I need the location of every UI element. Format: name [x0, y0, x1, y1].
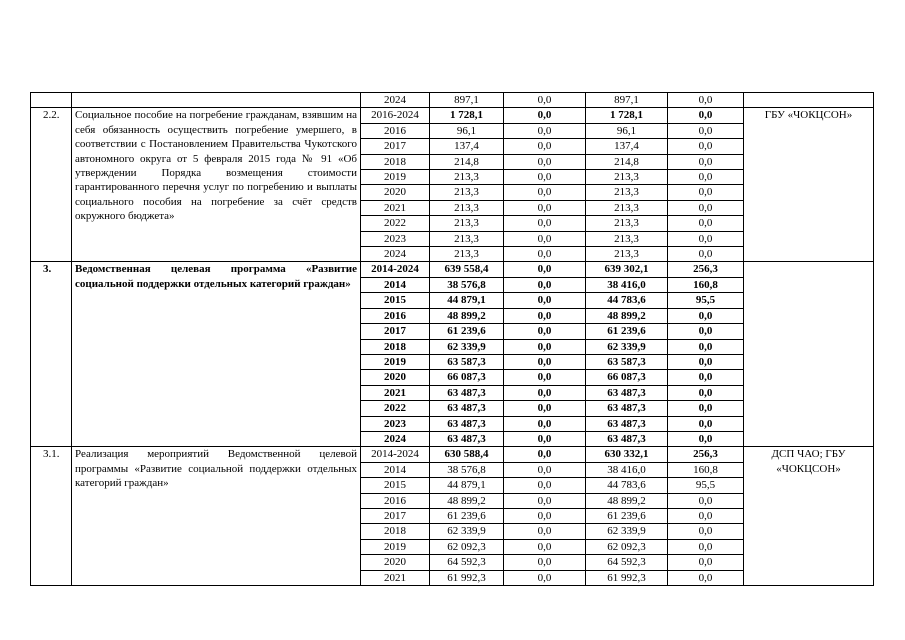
year-cell: 2015	[361, 293, 430, 308]
section-number: 2.2.	[31, 108, 72, 262]
year-cell: 2014	[361, 277, 430, 292]
value-cell: 214,8	[430, 154, 504, 169]
table-row	[31, 108, 874, 123]
value-cell: 0,0	[504, 462, 586, 477]
table-row	[31, 93, 874, 108]
value-cell: 0,0	[504, 508, 586, 523]
year-cell: 2019	[361, 539, 430, 554]
value-cell: 0,0	[668, 385, 744, 400]
year-cell: 2021	[361, 200, 430, 215]
value-cell: 0,0	[504, 385, 586, 400]
year-cell: 2017	[361, 139, 430, 154]
value-cell: 0,0	[504, 570, 586, 585]
value-cell: 64 592,3	[586, 555, 668, 570]
value-cell: 0,0	[668, 170, 744, 185]
value-cell: 639 558,4	[430, 262, 504, 277]
value-cell: 213,3	[586, 200, 668, 215]
value-cell: 0,0	[668, 324, 744, 339]
value-cell: 63 487,3	[430, 401, 504, 416]
year-cell: 2014	[361, 462, 430, 477]
value-cell: 213,3	[586, 231, 668, 246]
table-body	[31, 93, 874, 586]
value-cell: 897,1	[430, 93, 504, 108]
responsible-org: ГБУ «ЧОКЦСОН»	[744, 108, 874, 262]
value-cell: 160,8	[668, 462, 744, 477]
value-cell: 61 239,6	[586, 508, 668, 523]
value-cell: 0,0	[504, 139, 586, 154]
year-cell: 2024	[361, 93, 430, 108]
value-cell: 63 487,3	[430, 385, 504, 400]
year-cell: 2023	[361, 416, 430, 431]
value-cell: 62 339,9	[586, 339, 668, 354]
value-cell: 160,8	[668, 277, 744, 292]
value-cell: 0,0	[668, 247, 744, 262]
section-number: 3.	[31, 262, 72, 447]
value-cell: 0,0	[504, 108, 586, 123]
value-cell: 48 899,2	[586, 308, 668, 323]
year-cell: 2014-2024	[361, 262, 430, 277]
value-cell: 213,3	[586, 170, 668, 185]
value-cell: 897,1	[586, 93, 668, 108]
value-cell: 0,0	[504, 262, 586, 277]
value-cell: 213,3	[430, 247, 504, 262]
value-cell: 630 332,1	[586, 447, 668, 462]
value-cell: 213,3	[430, 185, 504, 200]
value-cell: 64 592,3	[430, 555, 504, 570]
value-cell: 0,0	[504, 123, 586, 138]
value-cell: 66 087,3	[586, 370, 668, 385]
value-cell: 0,0	[504, 231, 586, 246]
value-cell: 62 339,9	[430, 524, 504, 539]
table-row	[31, 447, 874, 462]
value-cell: 62 092,3	[430, 539, 504, 554]
value-cell: 38 576,8	[430, 462, 504, 477]
table-row	[31, 262, 874, 277]
org-cell	[744, 93, 874, 108]
value-cell: 44 783,6	[586, 478, 668, 493]
budget-table	[30, 92, 874, 586]
value-cell: 630 588,4	[430, 447, 504, 462]
value-cell: 0,0	[504, 185, 586, 200]
value-cell: 0,0	[504, 524, 586, 539]
value-cell: 0,0	[504, 416, 586, 431]
value-cell: 0,0	[504, 200, 586, 215]
value-cell: 0,0	[504, 293, 586, 308]
year-cell: 2017	[361, 324, 430, 339]
value-cell: 0,0	[668, 539, 744, 554]
value-cell: 61 239,6	[430, 324, 504, 339]
value-cell: 0,0	[504, 447, 586, 462]
year-cell: 2016-2024	[361, 108, 430, 123]
value-cell: 0,0	[668, 231, 744, 246]
value-cell: 0,0	[504, 324, 586, 339]
year-cell: 2019	[361, 170, 430, 185]
value-cell: 0,0	[668, 139, 744, 154]
value-cell: 44 879,1	[430, 478, 504, 493]
value-cell: 0,0	[504, 339, 586, 354]
year-cell: 2024	[361, 247, 430, 262]
value-cell: 0,0	[668, 308, 744, 323]
value-cell: 61 992,3	[430, 570, 504, 585]
value-cell: 61 239,6	[586, 324, 668, 339]
value-cell: 213,3	[586, 216, 668, 231]
value-cell: 213,3	[430, 216, 504, 231]
value-cell: 0,0	[668, 524, 744, 539]
value-cell: 0,0	[668, 200, 744, 215]
year-cell: 2015	[361, 478, 430, 493]
value-cell: 61 992,3	[586, 570, 668, 585]
value-cell: 96,1	[430, 123, 504, 138]
value-cell: 48 899,2	[586, 493, 668, 508]
value-cell: 61 239,6	[430, 508, 504, 523]
responsible-org	[744, 262, 874, 447]
year-cell: 2018	[361, 339, 430, 354]
value-cell: 66 087,3	[430, 370, 504, 385]
value-cell: 48 899,2	[430, 493, 504, 508]
value-cell: 0,0	[668, 185, 744, 200]
value-cell: 0,0	[504, 539, 586, 554]
value-cell: 0,0	[668, 416, 744, 431]
value-cell: 213,3	[430, 200, 504, 215]
value-cell: 0,0	[668, 123, 744, 138]
value-cell: 137,4	[430, 139, 504, 154]
value-cell: 0,0	[668, 216, 744, 231]
value-cell: 0,0	[504, 154, 586, 169]
value-cell: 0,0	[504, 277, 586, 292]
value-cell: 62 339,9	[586, 524, 668, 539]
year-cell: 2016	[361, 123, 430, 138]
value-cell: 48 899,2	[430, 308, 504, 323]
value-cell: 62 339,9	[430, 339, 504, 354]
value-cell: 639 302,1	[586, 262, 668, 277]
value-cell: 0,0	[504, 493, 586, 508]
value-cell: 0,0	[504, 216, 586, 231]
value-cell: 0,0	[668, 108, 744, 123]
value-cell: 0,0	[668, 555, 744, 570]
value-cell: 256,3	[668, 262, 744, 277]
value-cell: 0,0	[504, 478, 586, 493]
value-cell: 213,3	[430, 170, 504, 185]
section-description: Социальное пособие на погребение гражданам, взявшим на себя обязанность осуществить погребение умершего, в соответствии с Постановлением Правительства Чукотского автономного округа от 5 февраля 2015 года № 91 «Об утверждении Порядка возмещения стоимости гарантированного перечня услуг по погребению и выплаты социального пособия на погребение за счёт средств окружного бюджета»	[72, 108, 361, 262]
year-cell: 2022	[361, 216, 430, 231]
value-cell: 0,0	[504, 170, 586, 185]
year-cell: 2020	[361, 185, 430, 200]
value-cell: 63 487,3	[430, 431, 504, 446]
value-cell: 0,0	[504, 555, 586, 570]
value-cell: 214,8	[586, 154, 668, 169]
value-cell: 213,3	[430, 231, 504, 246]
value-cell: 96,1	[586, 123, 668, 138]
value-cell: 95,5	[668, 478, 744, 493]
value-cell: 38 576,8	[430, 277, 504, 292]
value-cell: 44 879,1	[430, 293, 504, 308]
value-cell: 0,0	[668, 93, 744, 108]
value-cell: 0,0	[668, 401, 744, 416]
value-cell: 0,0	[668, 431, 744, 446]
num-cell	[31, 93, 72, 108]
value-cell: 0,0	[504, 401, 586, 416]
value-cell: 0,0	[504, 370, 586, 385]
value-cell: 0,0	[504, 247, 586, 262]
value-cell: 0,0	[504, 308, 586, 323]
value-cell: 63 487,3	[586, 401, 668, 416]
year-cell: 2023	[361, 231, 430, 246]
value-cell: 63 487,3	[586, 416, 668, 431]
value-cell: 38 416,0	[586, 462, 668, 477]
value-cell: 0,0	[504, 93, 586, 108]
year-cell: 2018	[361, 524, 430, 539]
value-cell: 63 587,3	[430, 354, 504, 369]
section-description: Реализация мероприятий Ведомственной целевой программы «Развитие социальной поддержки отдельных категорий граждан»	[72, 447, 361, 586]
year-cell: 2021	[361, 385, 430, 400]
value-cell: 1 728,1	[430, 108, 504, 123]
value-cell: 0,0	[668, 370, 744, 385]
value-cell: 1 728,1	[586, 108, 668, 123]
value-cell: 0,0	[668, 354, 744, 369]
value-cell: 44 783,6	[586, 293, 668, 308]
value-cell: 213,3	[586, 247, 668, 262]
section-number: 3.1.	[31, 447, 72, 586]
value-cell: 63 487,3	[586, 431, 668, 446]
year-cell: 2022	[361, 401, 430, 416]
desc-cell	[72, 93, 361, 108]
value-cell: 213,3	[586, 185, 668, 200]
value-cell: 95,5	[668, 293, 744, 308]
year-cell: 2020	[361, 555, 430, 570]
value-cell: 0,0	[504, 431, 586, 446]
value-cell: 0,0	[668, 154, 744, 169]
value-cell: 0,0	[668, 493, 744, 508]
year-cell: 2016	[361, 493, 430, 508]
value-cell: 0,0	[668, 570, 744, 585]
value-cell: 38 416,0	[586, 277, 668, 292]
responsible-org: ДСП ЧАО; ГБУ «ЧОКЦСОН»	[744, 447, 874, 586]
year-cell: 2021	[361, 570, 430, 585]
year-cell: 2017	[361, 508, 430, 523]
year-cell: 2018	[361, 154, 430, 169]
value-cell: 63 487,3	[430, 416, 504, 431]
year-cell: 2024	[361, 431, 430, 446]
year-cell: 2019	[361, 354, 430, 369]
value-cell: 0,0	[668, 508, 744, 523]
value-cell: 63 487,3	[586, 385, 668, 400]
value-cell: 0,0	[668, 339, 744, 354]
section-description: Ведомственная целевая программа «Развитие социальной поддержки отдельных категорий граждан»	[72, 262, 361, 447]
value-cell: 63 587,3	[586, 354, 668, 369]
year-cell: 2020	[361, 370, 430, 385]
value-cell: 256,3	[668, 447, 744, 462]
value-cell: 137,4	[586, 139, 668, 154]
value-cell: 0,0	[504, 354, 586, 369]
year-cell: 2016	[361, 308, 430, 323]
year-cell: 2014-2024	[361, 447, 430, 462]
value-cell: 62 092,3	[586, 539, 668, 554]
